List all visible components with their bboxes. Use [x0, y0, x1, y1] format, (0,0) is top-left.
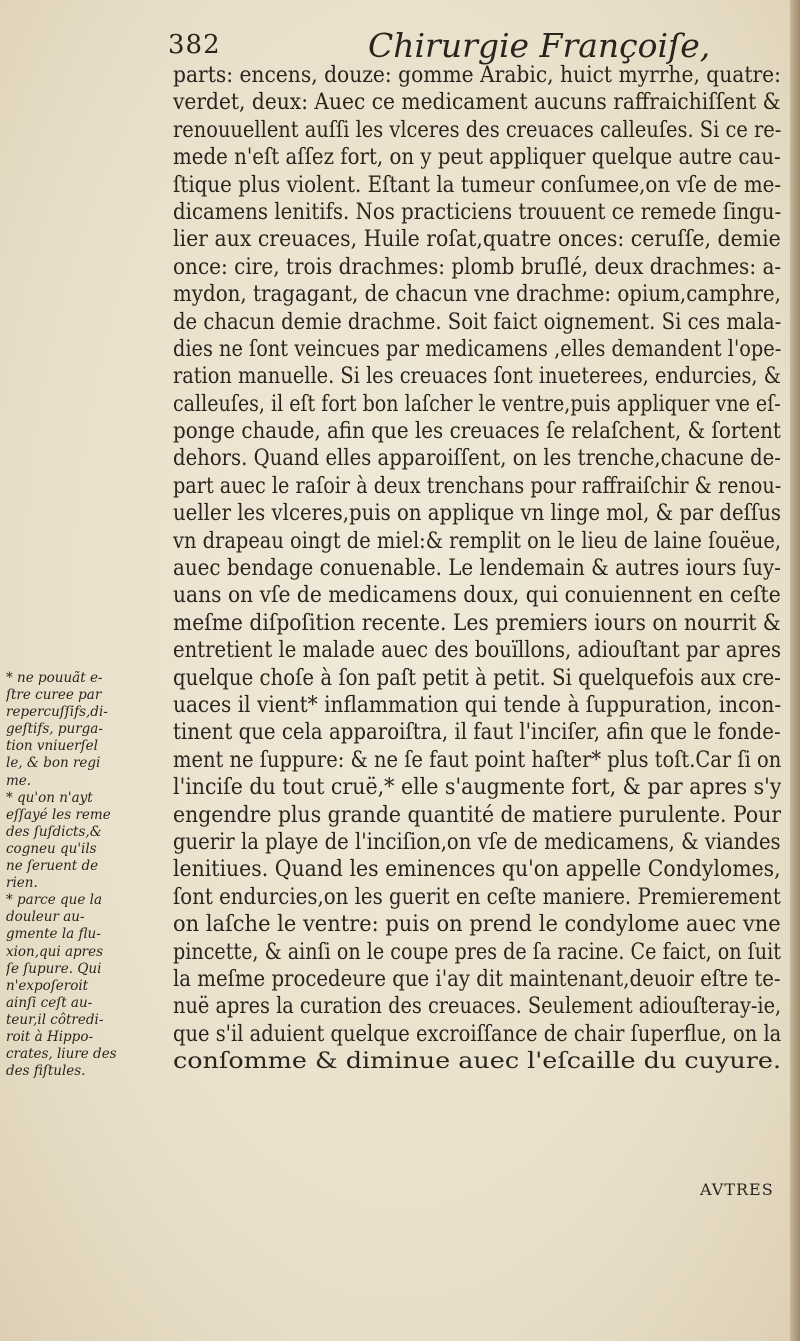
text-line: renouuellent auſſi les vlceres des creuaces calleuſes. Si ce re- [173, 116, 781, 143]
margin-note-line: ſe ſupure. Qui [6, 960, 102, 977]
margin-note-line: roit à Hippo- [6, 1028, 94, 1045]
margin-note-line: xion,qui apres [6, 943, 104, 960]
margin-note-line: cogneu qu'ils [6, 840, 97, 857]
text-line: auec bendage conuenable. Le lendemain & autres iours ſuy- [173, 555, 781, 582]
text-line: ponge chaude, afin que les creuaces ſe relaſchent, & ſortent [173, 418, 781, 445]
text-line: calleuſes, il eſt fort bon laſcher le ventre,puis appliquer vne eſ- [173, 390, 781, 417]
margin-note-line: * ne pouuãt e- [6, 670, 103, 686]
text-line: pincette, & ainſi on le coupe pres de ſa racine. Ce faict, on ſuit [173, 938, 781, 965]
margin-note-line: * parce que la [6, 892, 103, 909]
text-line: mede n'eſt aſſez fort, on y peut appliquer quelque autre cau- [173, 144, 781, 171]
main-text-block [173, 62, 793, 1075]
text-line: lenitiues. Quand les eminences qu'on appelle Condylomes, [173, 856, 781, 883]
margin-note-line: repercuſſifs,di- [6, 704, 108, 721]
margin-note-line: gmente la flu- [6, 926, 101, 943]
text-line: l'inciſe du tout cruë,* elle s'augmente fort, & par apres s'y [173, 774, 781, 801]
margin-note-line: des fiſtules. [6, 1063, 86, 1080]
text-line: once: cire, trois drachmes: plomb bruſlé, deux drachmes: a- [173, 253, 781, 280]
margin-note-line: douleur au- [6, 909, 85, 926]
text-line: entretient le malade auec des bouïllons, adiouſtant par apres [173, 637, 781, 664]
text-line: quelque choſe à ſon paſt petit à petit. Si quelquefois aux cre- [173, 664, 781, 691]
margin-note-line: rien. [6, 875, 38, 892]
text-line: ment ne ſuppure: & ne ſe faut point haſter* plus toſt.Car ſi on [173, 746, 781, 773]
margin-note-line: * qu'on n'ayt [6, 789, 93, 806]
text-line: que s'il aduient quelque excroiſſance de chair ſuperflue, on la [173, 1020, 781, 1047]
text-line: verdet, deux: Auec ce medicament aucuns raffraichiſſent & [173, 89, 781, 116]
margin-note-line: n'expoſeroit [6, 977, 89, 994]
margin-note-line: des ſuſdicts,& [6, 823, 102, 840]
margin-note-line: le, & bon regi [6, 755, 101, 772]
margin-note-line: eſſayé les reme [6, 806, 111, 823]
text-line: conſomme & diminue auec l'eſcaille du cuyure. [173, 1048, 782, 1075]
margin-note-line: crates, liure des [6, 1046, 117, 1063]
text-line: guerir la playe de l'inciſion,on vſe de medicamens, & viandes [173, 828, 781, 855]
margin-note-line: me. [6, 772, 32, 789]
page-number: 382 [168, 30, 221, 60]
margin-note-line: ſtre curee par [6, 687, 102, 704]
text-line: engendre plus grande quantité de matiere purulente. Pour [173, 801, 781, 828]
text-line: part auec le raſoir à deux trenchans pour raffraiſchir & renou- [173, 472, 781, 499]
text-line: dies ne ſont veincues par medicamens ,elles demandent l'ope- [173, 335, 781, 362]
margin-note-line: tion vniuerſel [6, 738, 98, 755]
margin-note-line: ne ſeruent de [6, 858, 99, 875]
text-line: meſme diſpoſition recente. Les premiers iours on nourrit & [173, 609, 781, 636]
text-line: parts: encens, douze: gomme Arabic, huict myrrhe, quatre: [173, 62, 781, 88]
text-line: de chacun demie drachme. Soit faict oignement. Si ces mala- [173, 308, 781, 335]
text-line: vn drapeau oingt de miel:& remplit on le lieu de laine ſouëue, [173, 527, 781, 554]
margin-note-line: ainſi ceſt au- [6, 994, 93, 1011]
text-line: tinent que cela apparoiſtra, il faut l'inciſer, afin que le fonde- [173, 719, 781, 746]
text-line: la meſme procedeure que i'ay dit maintenant,deuoir eſtre te- [173, 965, 781, 992]
catchword: AVTRES [700, 1180, 774, 1199]
text-line: ſtique plus violent. Eſtant la tumeur conſumee,on vſe de me- [173, 171, 781, 198]
text-line: on laſche le ventre: puis on prend le condylome auec vne [173, 911, 781, 938]
text-line: mydon, tragagant, de chacun vne drachme: opium,camphre, [173, 281, 781, 308]
margin-note-line: teur,il côtredi- [6, 1011, 104, 1028]
running-title: Chirurgie Françoiſe, [368, 26, 711, 65]
text-line: dicamens lenitifs. Nos practiciens trouuent ce remede ſingu- [173, 198, 781, 225]
margin-notes [6, 670, 166, 1080]
margin-note-line: geſtifs, purga- [6, 721, 103, 738]
text-line: uans on vſe de medicamens doux, qui conuiennent en ceſte [173, 582, 781, 609]
text-line: uaces il vient* inflammation qui tende à ſuppuration, incon- [173, 691, 781, 718]
text-line: dehors. Quand elles apparoiſſent, on les trenche,chacune de- [173, 445, 781, 472]
page-header [168, 20, 711, 65]
text-line: nuë apres la curation des creuaces. Seulement adiouſteray-ie, [173, 993, 781, 1020]
text-line: ration manuelle. Si les creuaces ſont inueterees, endurcies, & [173, 363, 781, 390]
text-line: lier aux creuaces, Huile roſat,quatre onces: ceruſſe, demie [173, 226, 781, 253]
text-line: ueller les vlceres,puis on applique vn linge mol, & par deſſus [173, 500, 781, 527]
text-line: ſont endurcies,on les guerit en ceſte maniere. Premierement [173, 883, 781, 910]
